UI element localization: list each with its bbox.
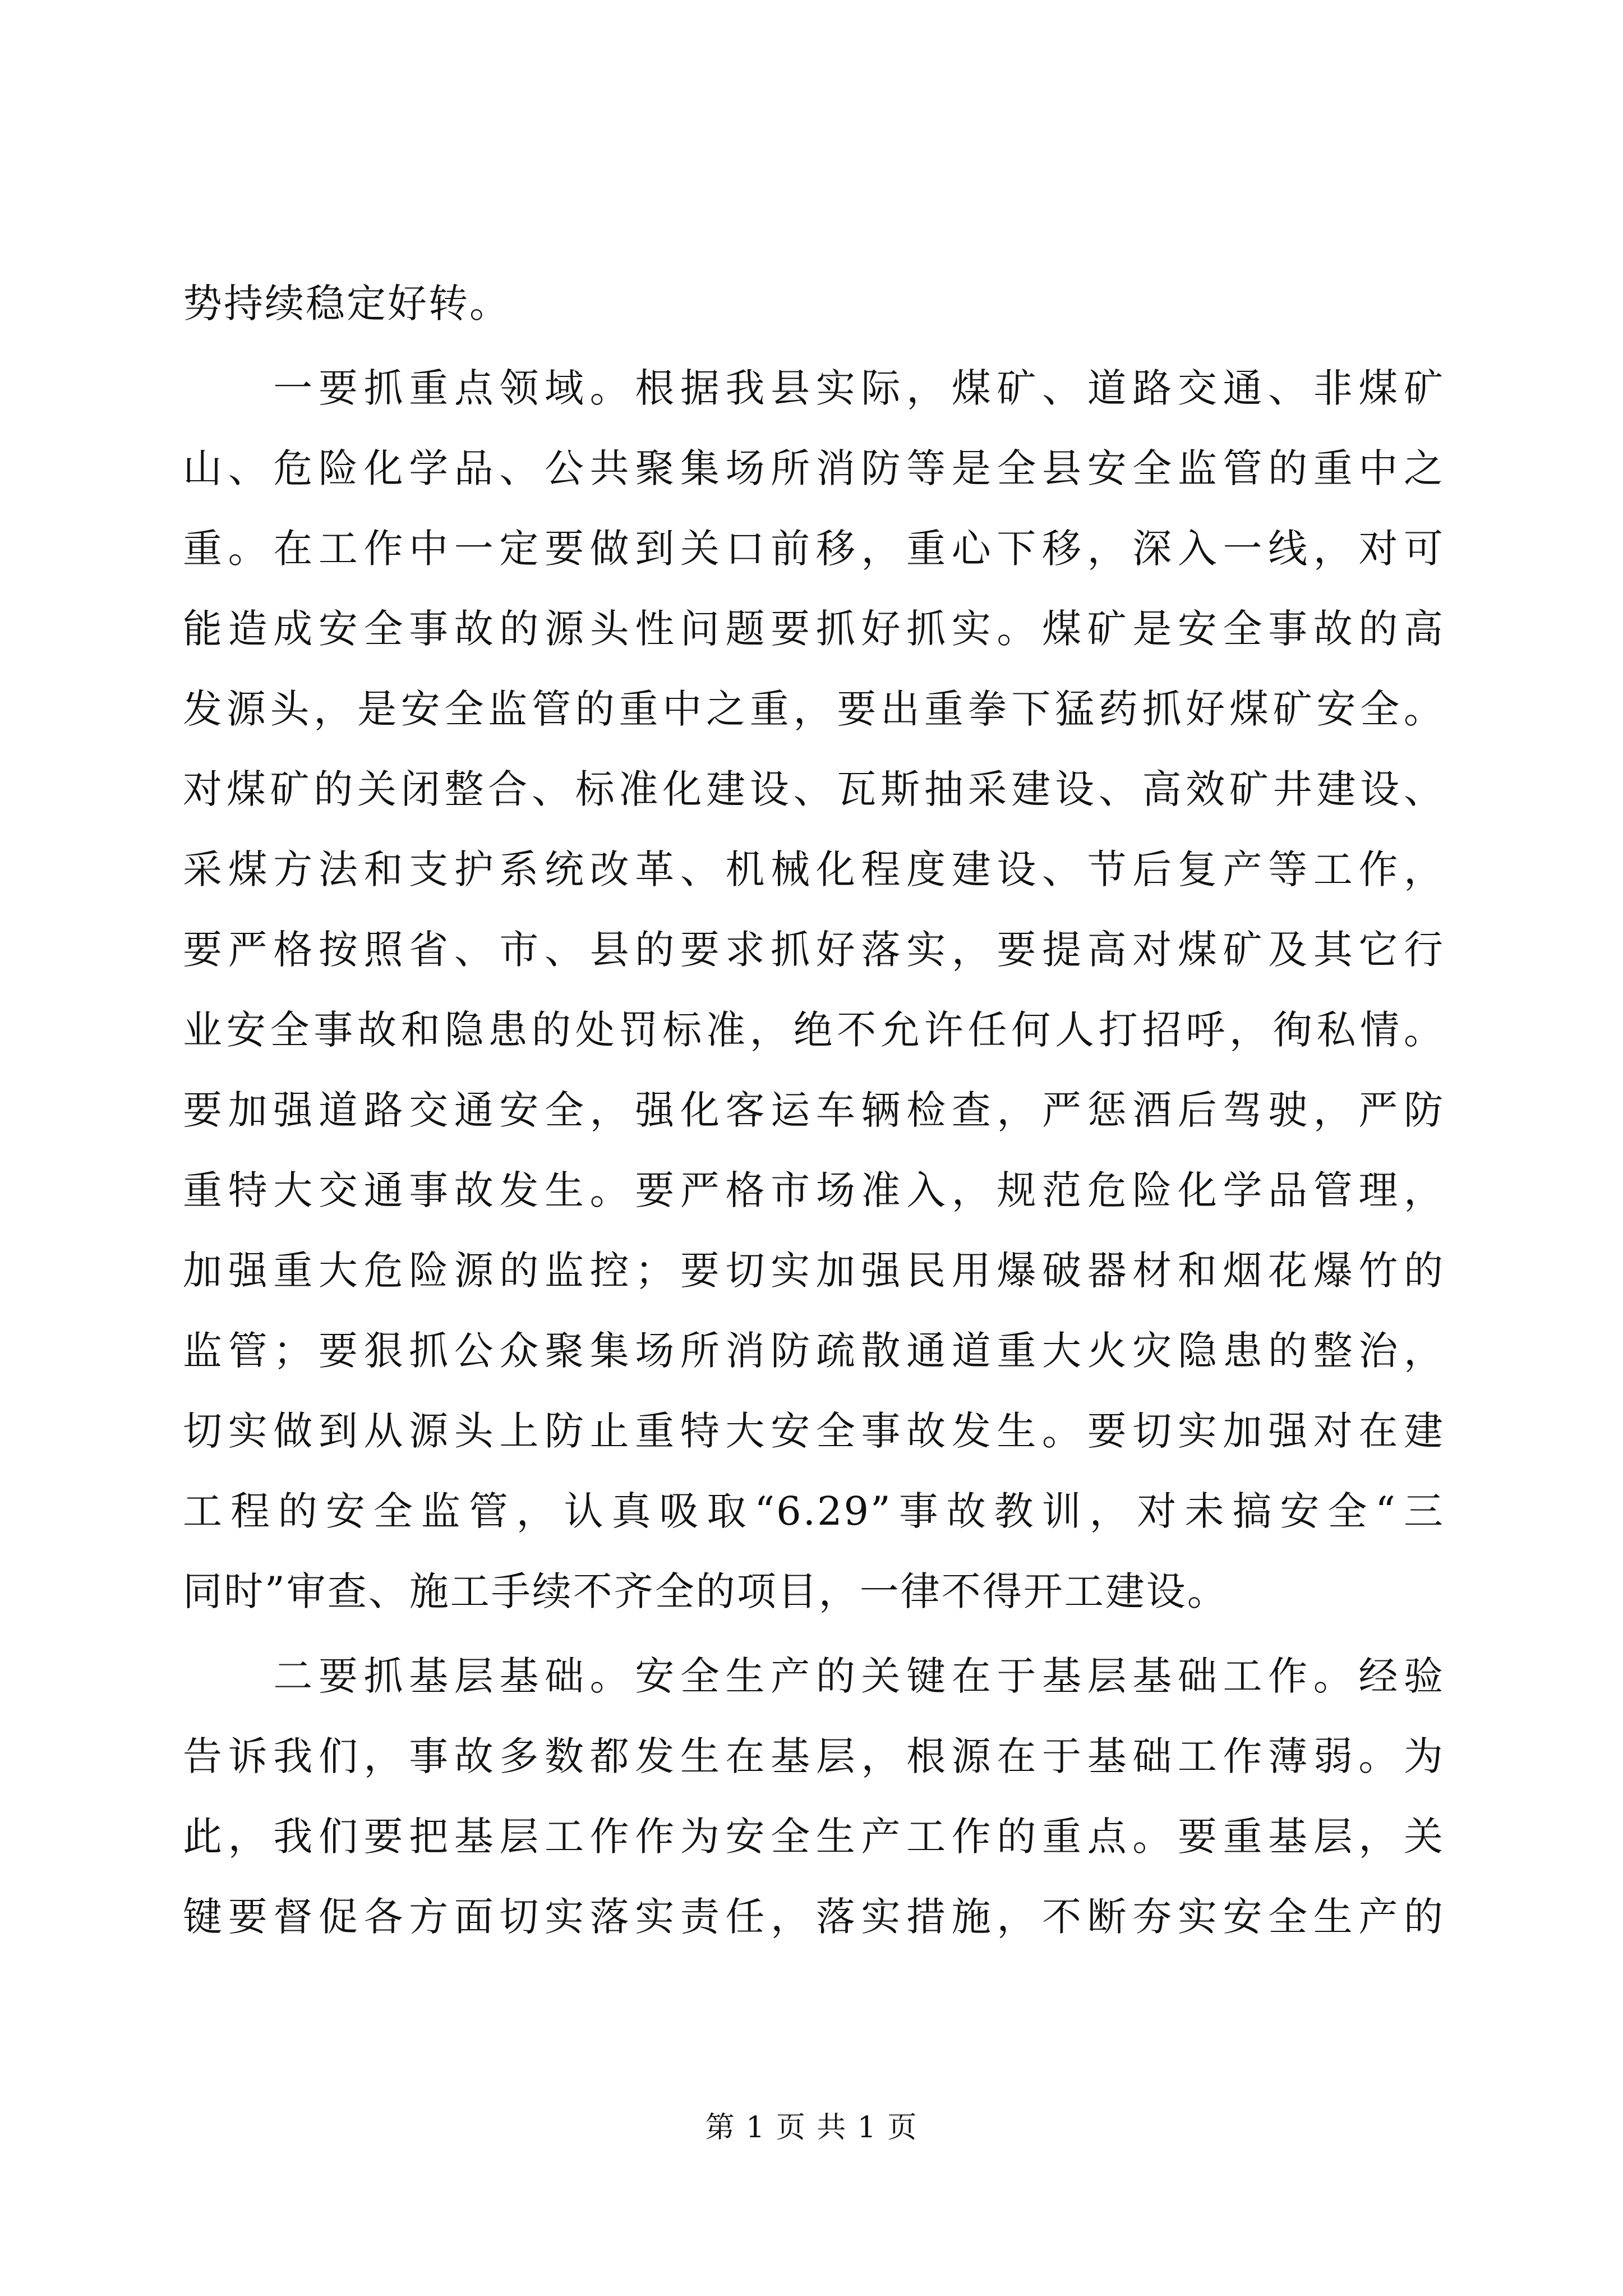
text-line: 告诉我们，事故多数都发生在基层，根源在于基础工作薄弱。为	[183, 1733, 1445, 1779]
text-line: 要加强道路交通安全，强化客运车辆检查，严惩酒后驾驶，严防	[183, 1087, 1445, 1133]
text-line: 工程的安全监管，认真吸取“6.29”事故教训，对未搞安全“三	[183, 1488, 1445, 1534]
paragraph-start-line: 二要抓基层基础。安全生产的关键在于基层基础工作。经验	[183, 1653, 1445, 1699]
page-number-footer: 第 1 页 共 1 页	[705, 2111, 918, 2145]
text-line: 监管；要狠抓公众聚集场所消防疏散通道重大火灾隐患的整治，	[183, 1328, 1445, 1374]
text-line: 同时”审查、施工手续不齐全的项目，一律不得开工建设。	[183, 1568, 1228, 1614]
text-line: 键要督促各方面切实落实责任，落实措施，不断夯实安全生产的	[183, 1894, 1445, 1940]
text-line: 重。在工作中一定要做到关口前移，重心下移，深入一线，对可	[183, 526, 1445, 572]
text-line: 要严格按照省、市、县的要求抓好落实，要提高对煤矿及其它行	[183, 927, 1445, 973]
text-line: 发源头，是安全监管的重中之重，要出重拳下猛药抓好煤矿安全。	[183, 686, 1445, 732]
text-line: 加强重大危险源的监控；要切实加强民用爆破器材和烟花爆竹的	[183, 1248, 1445, 1294]
text-line: 对煤矿的关闭整合、标准化建设、瓦斯抽采建设、高效矿井建设、	[183, 766, 1445, 812]
text-line: 业安全事故和隐患的处罚标准，绝不允许任何人打招呼，徇私情。	[183, 1007, 1445, 1053]
text-line: 切实做到从源头上防止重特大安全事故发生。要切实加强对在建	[183, 1408, 1445, 1454]
text-line: 采煤方法和支护系统改革、机械化程度建设、节后复产等工作，	[183, 846, 1445, 892]
text-line: 山、危险化学品、公共聚集场所消防等是全县安全监管的重中之	[183, 445, 1445, 491]
text-line: 此，我们要把基层工作作为安全生产工作的重点。要重基层，关	[183, 1814, 1445, 1860]
text-line: 能造成安全事故的源头性问题要抓好抓实。煤矿是安全事故的高	[183, 606, 1445, 652]
document-body	[183, 264, 1445, 1957]
paragraph-start-line: 一要抓重点领域。根据我县实际，煤矿、道路交通、非煤矿	[183, 365, 1445, 411]
text-line: 势持续稳定好转。	[183, 280, 510, 326]
text-line: 重特大交通事故发生。要严格市场准入，规范危险化学品管理，	[183, 1167, 1445, 1213]
